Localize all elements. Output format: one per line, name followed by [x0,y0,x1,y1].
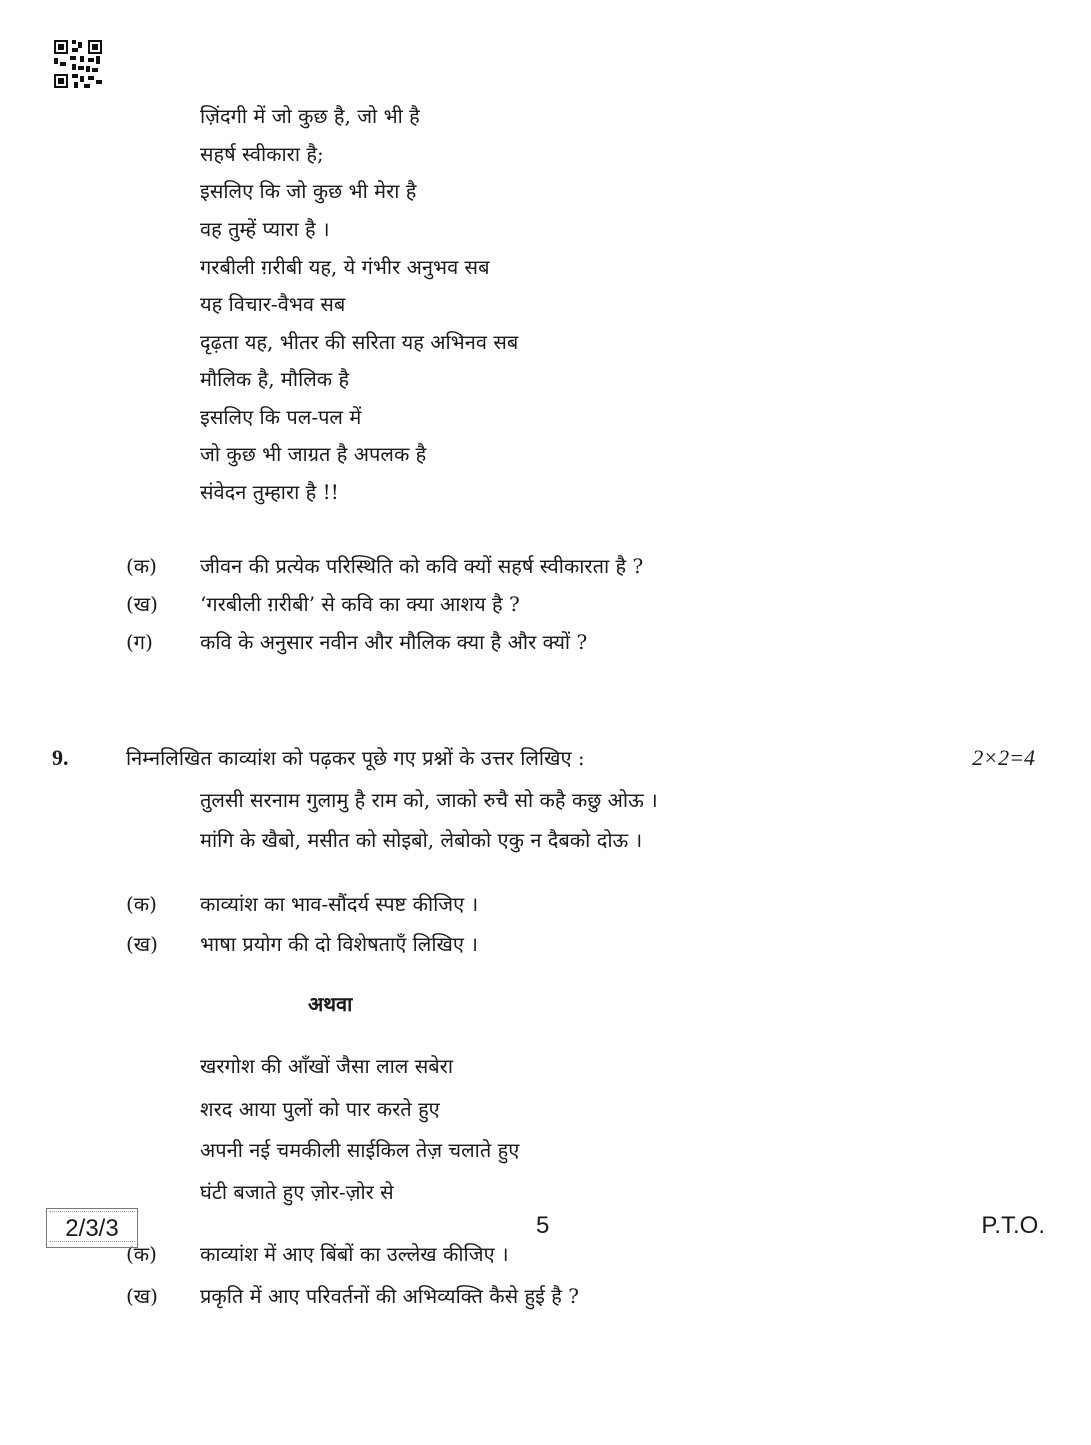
option-text: भाषा प्रयोग की दो विशेषताएँ लिखिए । [200,932,478,956]
paper-code: 2/3/3 [65,1215,119,1242]
poem-line: इसलिए कि पल-पल में [200,405,362,429]
divider [49,1241,135,1245]
poem-line: संवेदन तुम्हारा है !! [200,480,339,504]
question-marks: 2×2=4 [972,745,1035,770]
question-instruction: निम्नलिखित काव्यांश को पढ़कर पूछे गए प्रश्नों के उत्तर लिखिए : [126,746,585,770]
page-number: 5 [536,1212,550,1239]
poem-line: खरगोश की आँखों जैसा लाल सबेरा [200,1054,454,1078]
option-label: (ख) [126,592,158,616]
option-label: (क) [126,554,157,578]
question-number: 9. [52,745,69,770]
option-label: (क) [126,892,157,916]
option-text: जीवन की प्रत्येक परिस्थिति को कवि क्यों सहर्ष स्वीकारता है ? [200,554,644,578]
poem-line: अपनी नई चमकीली साईकिल तेज़ चलाते हुए [200,1138,520,1162]
qr-code-icon [54,40,102,88]
poem-line: यह विचार-वैभव सब [200,292,346,316]
poem-line: इसलिए कि जो कुछ भी मेरा है [200,179,417,203]
paper-code-box [46,1208,138,1248]
option-text: काव्यांश का भाव-सौंदर्य स्पष्ट कीजिए । [200,892,479,916]
poem-line: सहर्ष स्वीकारा है; [200,142,324,166]
poem-line: शरद आया पुलों को पार करते हुए [200,1097,440,1121]
poem-line: ज़िंदगी में जो कुछ है, जो भी है [200,104,420,128]
or-heading: अथवा [308,992,353,1016]
option-label: (ख) [126,932,158,956]
option-text: कवि के अनुसार नवीन और मौलिक क्या है और क्यों ? [200,630,588,654]
poem-line: तुलसी सरनाम गुलामु है राम को, जाको रुचै सो कहै कछु ओऊ । [200,788,658,812]
option-text: ‘गरबीली ग़रीबी’ से कवि का क्या आशय है ? [200,592,520,616]
poem-line: मांगि के खैबो, मसीत को सोइबो, लेबोको एकु न दैबको दोऊ । [200,828,643,852]
option-label: (ग) [126,630,153,654]
poem-line: घंटी बजाते हुए ज़ोर-ज़ोर से [200,1180,394,1204]
poem-line: वह तुम्हें प्यारा है । [200,217,330,241]
poem-line: गरबीली ग़रीबी यह, ये गंभीर अनुभव सब [200,255,490,279]
pto-label: P.T.O. [981,1212,1045,1239]
option-label: (ख) [126,1284,158,1308]
poem-line: मौलिक है, मौलिक है [200,367,350,391]
option-text: काव्यांश में आए बिंबों का उल्लेख कीजिए । [200,1242,509,1266]
poem-line: दृढ़ता यह, भीतर की सरिता यह अभिनव सब [200,330,519,354]
poem-line: जो कुछ भी जाग्रत है अपलक है [200,442,427,466]
option-text: प्रकृति में आए परिवर्तनों की अभिव्यक्ति कैसे हुई है ? [200,1284,579,1308]
option-label: (क) [126,1242,157,1266]
